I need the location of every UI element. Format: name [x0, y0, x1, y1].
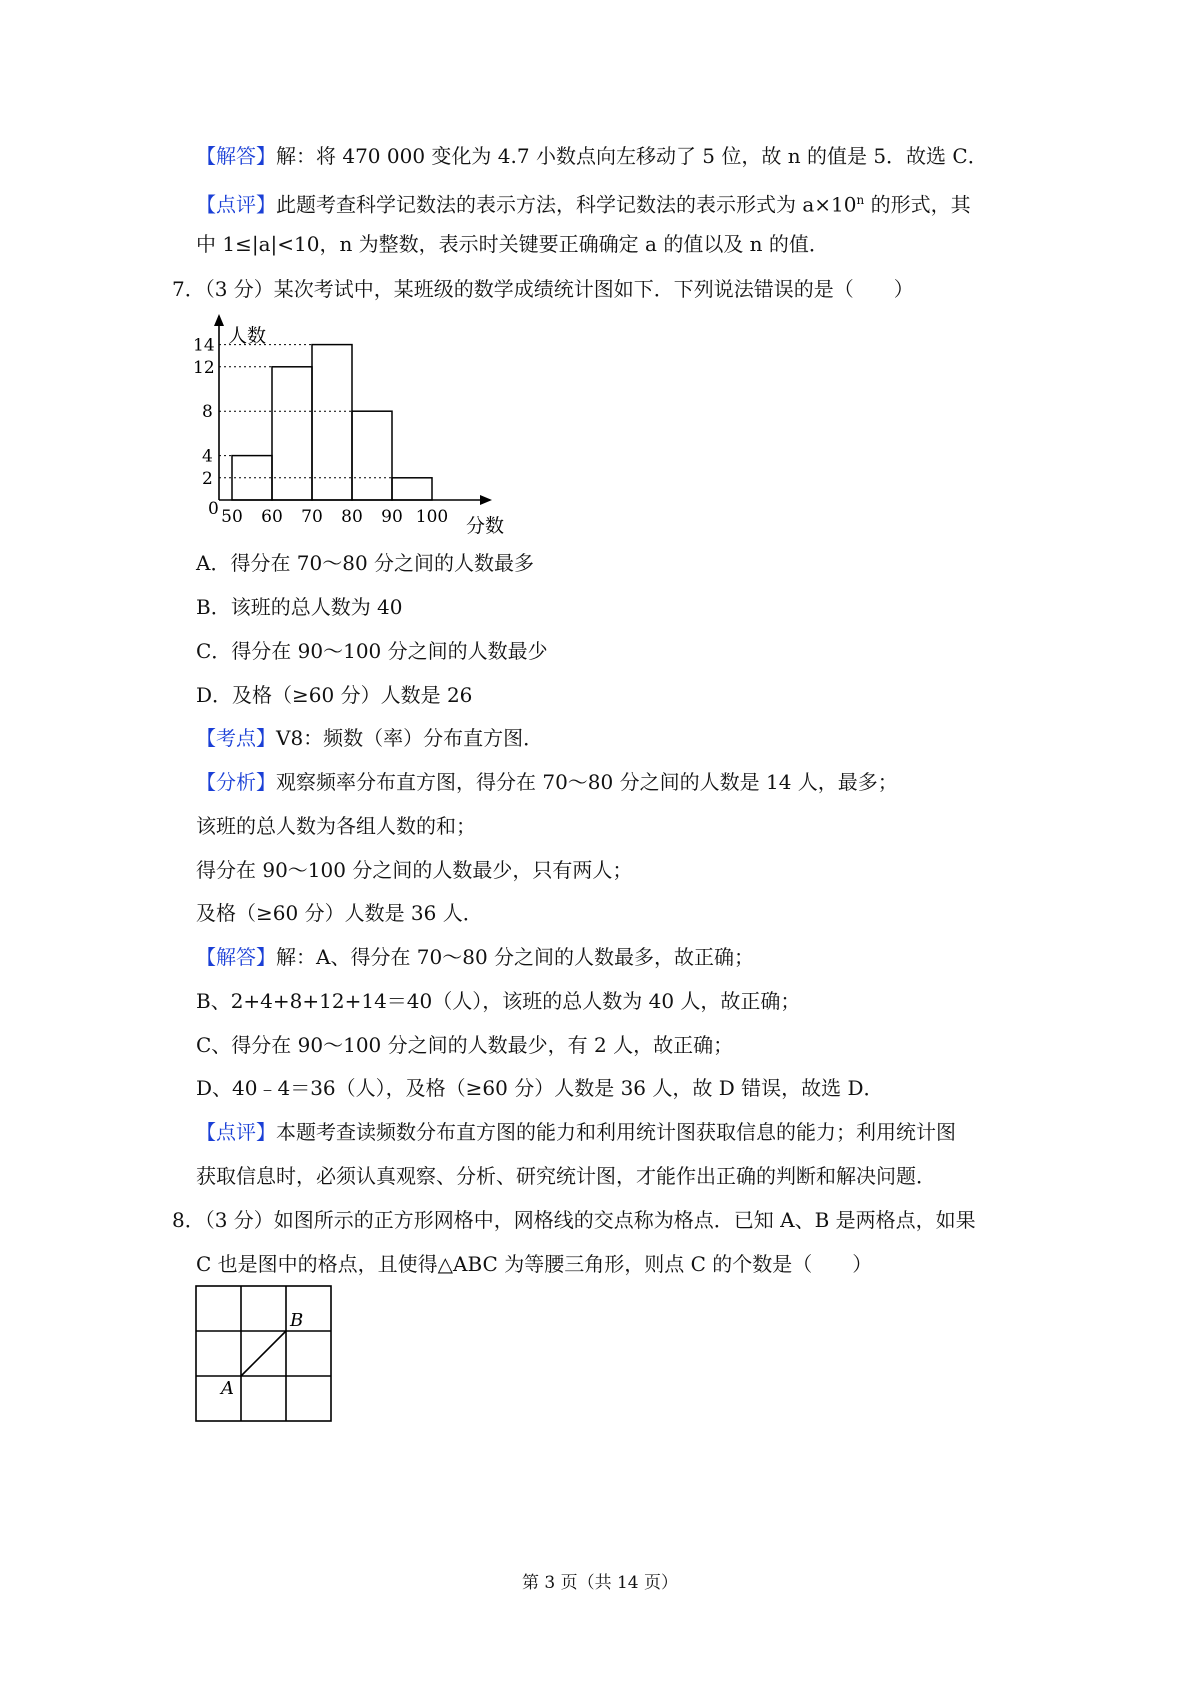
x-tick-labels [221, 507, 448, 527]
q7-option-b: B．该班的总人数为 40 [196, 595, 403, 619]
point-label-a: A [221, 1378, 234, 1399]
q6-comment-text-b: 的形式，其 [864, 192, 971, 217]
histogram-bar [272, 367, 312, 500]
x-tick-label: 90 [381, 507, 403, 527]
q7-solution-line2: B、2+4+8+12+14＝40（人），该班的总人数为 40 人，故正确； [196, 989, 801, 1013]
q7-comment-line2: 获取信息时，必须认真观察、分析、研究统计图，才能作出正确的判断和解决问题． [196, 1164, 936, 1188]
q7-analysis-text: 观察频率分布直方图，得分在 70～80 分之间的人数是 14 人，最多； [276, 770, 898, 794]
y-tick-label: 14 [193, 335, 215, 356]
histogram-bar [352, 411, 392, 500]
jieda-tag: 【解答】 [196, 945, 276, 969]
q6-comment-text-a: 此题考查科学记数法的表示方法，科学记数法的表示形式为 a×10 [276, 192, 857, 217]
q7-analysis [196, 768, 898, 796]
q6-comment [196, 186, 971, 219]
q7-option-d: D．及格（≥60 分）人数是 26 [196, 683, 473, 707]
point-label-b: B [290, 1310, 304, 1331]
q7-comment-text: 本题考查读频数分布直方图的能力和利用统计图获取信息的能力；利用统计图 [276, 1120, 956, 1144]
q7-analysis-line3: 得分在 90～100 分之间的人数最少，只有两人； [196, 858, 633, 882]
x-axis-label: 分数 [466, 515, 505, 537]
histogram-bar [392, 478, 432, 500]
y-axis-label: 人数 [228, 325, 267, 347]
q7-stem: 7．（3 分）某次考试中，某班级的数学成绩统计图如下．下列说法错误的是（ ） [172, 277, 914, 301]
y-tick-label: 4 [202, 446, 213, 467]
q7-analysis-line4: 及格（≥60 分）人数是 36 人． [196, 901, 483, 925]
fenxi-tag: 【分析】 [196, 770, 276, 794]
x-tick-label: 80 [341, 507, 363, 527]
q7-knowledge-text: V8：频数（率）分布直方图． [276, 726, 544, 750]
q6-comment-line2: 中 1≤|a|<10，n 为整数，表示时关键要正确确定 a 的值以及 n 的值． [196, 232, 829, 256]
q7-analysis-line2: 该班的总人数为各组人数的和； [196, 814, 476, 838]
y-tick-label: 12 [193, 357, 215, 378]
dianping-tag: 【点评】 [196, 1120, 276, 1144]
q8-stem-line2: C 也是图中的格点，且使得△ABC 为等腰三角形，则点 C 的个数是（ ） [196, 1252, 873, 1276]
y-tick-label: 2 [202, 468, 213, 489]
square-grid-figure [194, 1284, 344, 1434]
q7-option-a: A．得分在 70～80 分之间的人数最多 [196, 551, 535, 575]
y-tick-label: 0 [208, 499, 219, 519]
q8-stem-line1: 8．（3 分）如图所示的正方形网格中，网格线的交点称为格点．已知 A、B 是两格点，如果 [172, 1208, 976, 1232]
q6-solution-text: 解：将 470 000 变化为 4.7 小数点向左移动了 5 位，故 n 的值是 5．故选 C． [276, 144, 988, 168]
x-tick-label: 100 [415, 507, 449, 527]
q7-solution [196, 943, 754, 971]
y-tick-label: 8 [202, 402, 213, 423]
q6-solution [196, 142, 988, 170]
bars [232, 345, 432, 500]
x-tick-label: 70 [301, 507, 323, 527]
q6-comment-sup: n [856, 193, 865, 207]
q7-solution-line3: C、得分在 90～100 分之间的人数最少，有 2 人，故正确； [196, 1033, 734, 1057]
jieda-tag: 【解答】 [196, 144, 276, 168]
histogram-chart [190, 308, 530, 548]
x-tick-label: 50 [221, 507, 243, 527]
q7-solution-line4: D、40﹣4＝36（人），及格（≥60 分）人数是 36 人，故 D 错误，故选 D． [196, 1076, 884, 1100]
segment-ab [241, 1331, 286, 1376]
q7-solution-text: 解：A、得分在 70～80 分之间的人数最多，故正确； [276, 945, 755, 969]
q7-comment [196, 1118, 956, 1146]
x-tick-label: 60 [261, 507, 283, 527]
dianping-tag: 【点评】 [196, 192, 276, 217]
page-footer: 第 3 页（共 14 页） [521, 1573, 679, 1593]
y-tick-labels [193, 336, 219, 519]
histogram-bar [312, 345, 352, 500]
q7-knowledge-point [196, 724, 543, 752]
q7-option-c: C．得分在 90～100 分之间的人数最少 [196, 639, 548, 663]
kaodian-tag: 【考点】 [196, 726, 276, 750]
